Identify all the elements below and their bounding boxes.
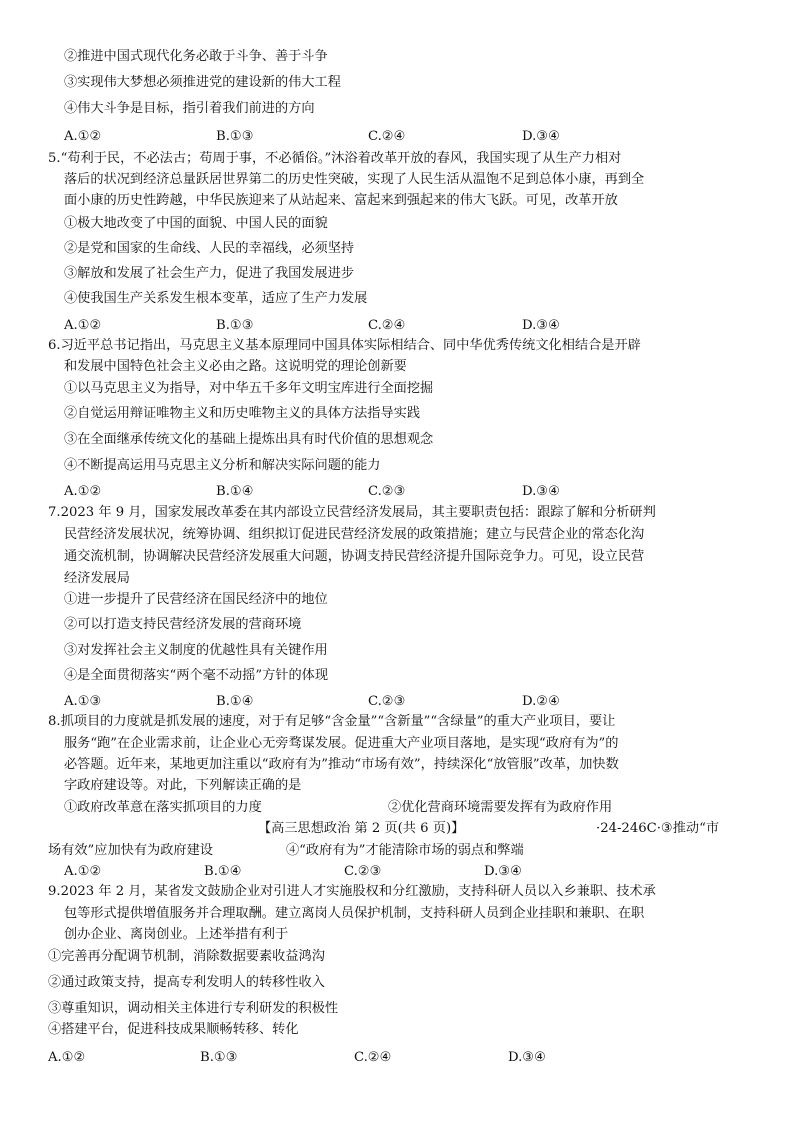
q6-option-4: ④不断提高运用马克思主义分析和解决实际问题的能力 (64, 458, 381, 473)
q6-answer-d: D.③④ (522, 484, 560, 499)
q7-option-2: ②可以打造支持民营经济发展的营商环境 (64, 617, 302, 632)
q9-option-3: ③尊重知识，调动相关主体进行专利研发的积极性 (48, 1001, 339, 1016)
q6-answer-b: B.①④ (216, 484, 254, 499)
q7-answer-c: C.②③ (368, 694, 406, 709)
q8-stem-3: 必答题。近年来，某地更加注重以“政府有为”推动“市场有效”，持续深化“放管服”改革，加快数 (64, 757, 619, 772)
q8-option-3-end: 场有效”应加快有为政府建设 (48, 843, 213, 858)
q4-option-4: ④伟大斗争是目标，指引着我们前进的方向 (64, 101, 315, 116)
q8-option-3-start: ·24-246C·③推动“市 (596, 821, 720, 836)
q5-option-4: ④使我国生产关系发生根本变革，适应了生产力发展 (64, 291, 368, 306)
q7-option-1: ①进一步提升了民营经济在国民经济中的地位 (64, 592, 328, 607)
page-footer: 【高三思想政治 第 2 页(共 6 页)】 (258, 821, 465, 836)
q7-stem-3: 通交流机制，协调解决民营经济发展重大问题，协调支持民营经济提升国际竞争力。可见，设立民营 (64, 549, 645, 564)
q5-answer-d: D.③④ (522, 318, 560, 333)
q6-stem-1: 6.习近平总书记指出，马克思主义基本原理同中国具体实际相结合、同中华优秀传统文化相结合是开辟 (48, 338, 641, 353)
q7-answer-d: D.②④ (522, 694, 560, 709)
q9-answer-c: C.②④ (354, 1050, 392, 1065)
q7-option-4: ④是全面贯彻落实“两个毫不动摇”方针的体现 (64, 668, 329, 683)
q4-answer-b: B.①③ (216, 129, 254, 144)
q8-answer-a: A.①② (64, 864, 102, 879)
q7-option-3: ③对发挥社会主义制度的优越性具有关键作用 (64, 643, 328, 658)
q9-answer-a: A.①② (48, 1050, 86, 1065)
q9-stem-2: 包等形式提供增值服务并合理取酬。建立离岗人员保护机制，支持科研人员到企业挂职和兼职、在职 (64, 906, 645, 921)
q5-stem-1: 5.“苟利于民，不必法古；苟周于事，不必循俗。”沐浴着改革开放的春风，我国实现了从生产力相对 (48, 151, 622, 166)
q5-stem-2: 落后的状况到经济总量跃居世界第二的历史性突破，实现了人民生活从温饱不足到总体小康，再到全 (64, 172, 645, 187)
q7-stem-2: 民营经济发展状况，统筹协调、组织拟订促进民营经济发展的政策措施；建立与民营企业的常态化沟 (64, 527, 645, 542)
q8-option-4: ④“政府有为”才能清除市场的弱点和弊端 (286, 843, 524, 858)
q5-answer-b: B.①③ (216, 318, 254, 333)
q9-stem-3: 创办企业、离岗创业。上述举措有利于 (64, 927, 289, 942)
q8-answer-c: C.②③ (344, 864, 382, 879)
q7-stem-4: 经济发展局 (64, 571, 130, 586)
q5-answer-c: C.②④ (368, 318, 406, 333)
q8-stem-4: 字政府建设等。对此，下列解读正确的是 (64, 778, 302, 793)
q6-option-2: ②自觉运用辩证唯物主义和历史唯物主义的具体方法指导实践 (64, 406, 421, 421)
q6-answer-c: C.②③ (368, 484, 406, 499)
q4-answer-d: D.③④ (522, 129, 560, 144)
q8-option-1: ①政府改革意在落实抓项目的力度 (64, 800, 262, 815)
q4-option-3: ③实现伟大梦想必须推进党的建设新的伟大工程 (64, 75, 341, 90)
q7-stem-1: 7.2023 年 9 月，国家发展改革委在其内部设立民营经济发展局，其主要职责包括：跟踪了解和分析研判 (48, 505, 656, 520)
q5-answer-a: A.①② (64, 318, 102, 333)
q7-answer-b: B.①④ (216, 694, 254, 709)
q9-option-2: ②通过政策支持，提高专利发明人的转移性收入 (48, 975, 325, 990)
q8-stem-1: 8.抓项目的力度就是抓发展的速度，对于有足够“含金量”“含新量”“含绿量”的重大产业项目，要让 (48, 714, 616, 729)
q9-option-1: ①完善再分配调节机制，消除数据要素收益鸿沟 (48, 949, 325, 964)
q9-answer-b: B.①③ (200, 1050, 238, 1065)
q6-option-1: ①以马克思主义为指导，对中华五千多年文明宝库进行全面挖掘 (64, 381, 434, 396)
q5-stem-3: 面小康的历史性跨越，中华民族迎来了从站起来、富起来到强起来的伟大飞跃。可见，改革开放 (64, 193, 618, 208)
q7-answer-a: A.①③ (64, 694, 102, 709)
q8-option-2: ②优化营商环境需要发挥有为政府作用 (388, 800, 613, 815)
q4-answer-a: A.①② (64, 129, 102, 144)
q4-answer-c: C.②④ (368, 129, 406, 144)
q8-answer-b: B.①④ (204, 864, 242, 879)
q5-option-3: ③解放和发展了社会生产力，促进了我国发展进步 (64, 266, 355, 281)
q9-option-4: ④搭建平台，促进科技成果顺畅转移、转化 (48, 1022, 299, 1037)
q4-option-2: ②推进中国式现代化务必敢于斗争、善于斗争 (64, 49, 328, 64)
q5-option-2: ②是党和国家的生命线、人民的幸福线，必须坚持 (64, 241, 355, 256)
q5-option-1: ①极大地改变了中国的面貌、中国人民的面貌 (64, 216, 328, 231)
q8-answer-d: D.③④ (484, 864, 522, 879)
q8-stem-2: 服务“跑”在企业需求前，让企业心无旁骛谋发展。促进重大产业项目落地，是实现“政府有为”的 (64, 736, 619, 751)
q6-option-3: ③在全面继承传统文化的基础上提炼出具有时代价值的思想观念 (64, 432, 434, 447)
q9-stem-1: 9.2023 年 2 月，某省发文鼓励企业对引进人才实施股权和分红激励，支持科研人员以入乡兼职、技术承 (48, 884, 656, 899)
q6-answer-a: A.①② (64, 484, 102, 499)
q6-stem-2: 和发展中国特色社会主义必由之路。这说明党的理论创新要 (64, 359, 407, 374)
q9-answer-d: D.③④ (508, 1050, 546, 1065)
